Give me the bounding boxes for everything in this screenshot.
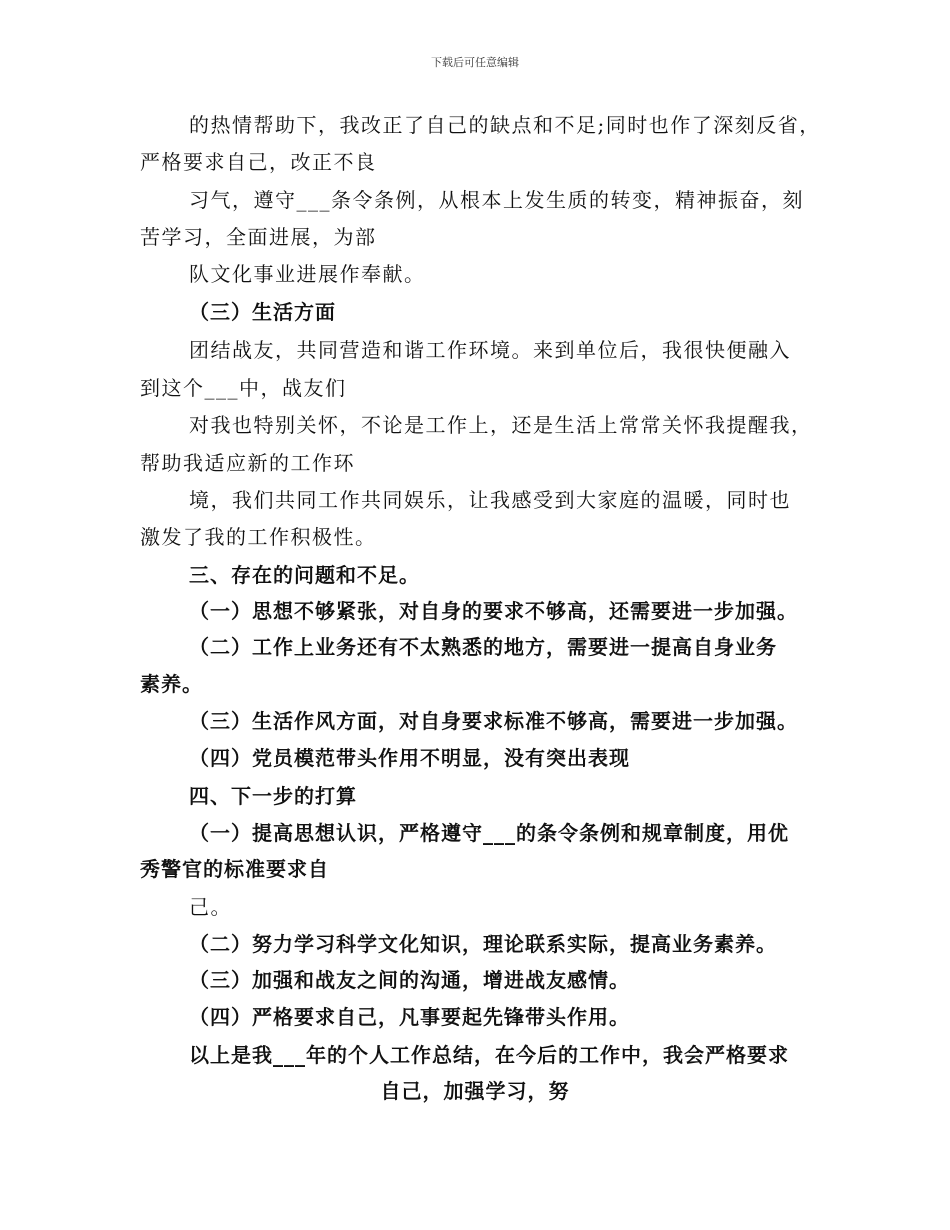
body-line: 己。 (189, 895, 232, 919)
body-line: 队文化事业进展作奉献。 (189, 262, 426, 286)
bold-line: （一）提高思想认识，严格遵守___的条令条例和规章制度，用优 (189, 821, 789, 845)
bold-line: （一）思想不够紧张，对自身的要求不够高，还需要进一步加强。 (189, 599, 798, 623)
bold-line: （四）党员模范带头作用不明显，没有突出表现 (189, 746, 630, 770)
body-line: 苦学习，全面进展，为部 (140, 225, 377, 249)
body-line: 境，我们共同工作共同娱乐，让我感受到大家庭的温暖，同时也 (189, 488, 791, 512)
section-heading: 四、下一步的打算 (189, 784, 357, 808)
bold-line: 秀警官的标准要求自 (140, 857, 329, 881)
body-line: 对我也特别关怀，不论是工作上，还是生活上常常关怀我提醒我， (189, 413, 813, 437)
body-line: 帮助我适应新的工作环 (140, 451, 355, 475)
body-line: 到这个___中，战友们 (140, 376, 347, 400)
bold-line: 自己，加强学习，努 (380, 1079, 570, 1103)
bold-line: （三）生活作风方面，对自身要求标准不够高，需要进一步加强。 (189, 709, 798, 733)
bold-line: 素养。 (140, 672, 203, 696)
body-line: 习气，遵守___条令条例，从根本上发生质的转变，精神振奋，刻 (189, 188, 804, 212)
body-line: 激发了我的工作积极性。 (140, 525, 377, 549)
bold-line: （四）严格要求自己，凡事要起先锋带头作用。 (189, 1005, 630, 1029)
body-line: 严格要求自己，改正不良 (140, 150, 377, 174)
section-heading: 三、存在的问题和不足。 (189, 563, 420, 587)
bold-line: （三）加强和战友之间的沟通，增进战友感情。 (189, 968, 630, 992)
section-heading: （三）生活方面 (189, 300, 336, 324)
bold-line: （二）努力学习科学文化知识，理论联系实际，提高业务素养。 (189, 932, 777, 956)
bold-line: 以上是我___年的个人工作总结，在今后的工作中，我会严格要求 (189, 1043, 789, 1067)
page-header: 下载后可任意编辑 (431, 56, 519, 69)
body-line: 的热情帮助下，我改正了自己的缺点和不足;同时也作了深刻反省， (189, 113, 821, 137)
body-line: 团结战友，共同营造和谐工作环境。来到单位后，我很快便融入 (189, 338, 791, 362)
bold-line: （二）工作上业务还有不太熟悉的地方，需要进一提高自身业务 (189, 635, 777, 659)
